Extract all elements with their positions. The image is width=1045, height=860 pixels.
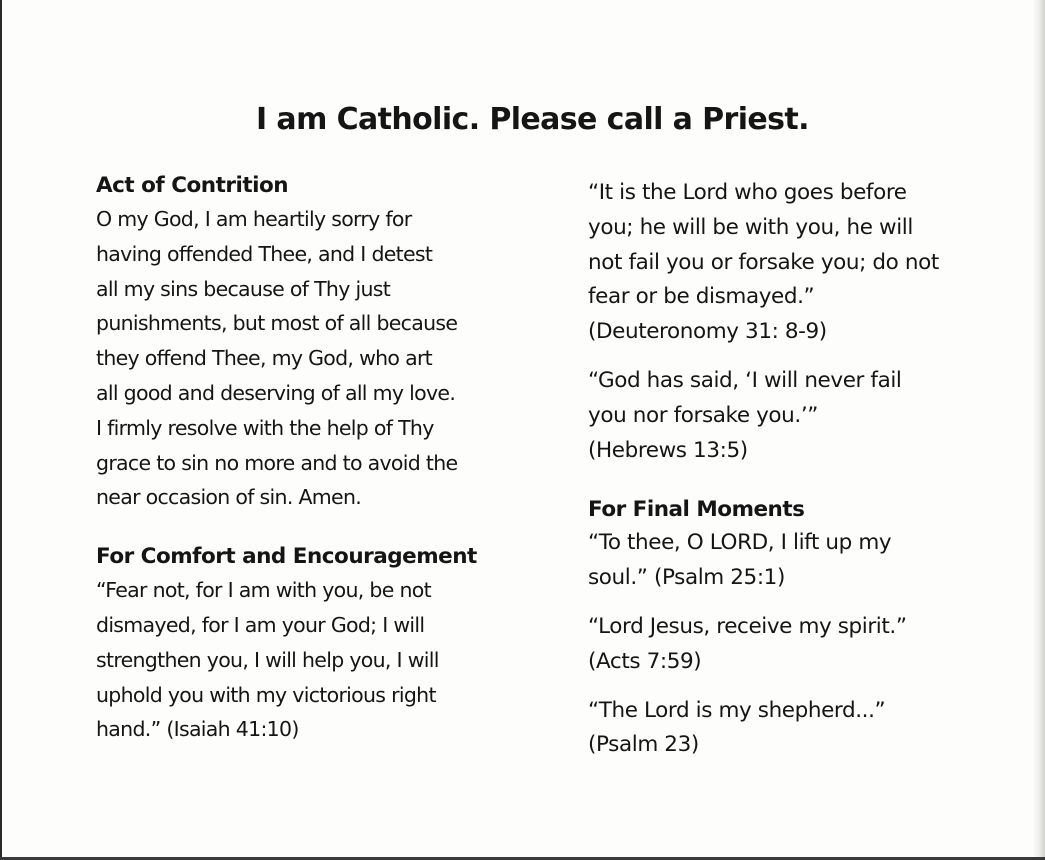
quote-line: “It is the Lord who goes before <box>588 180 907 205</box>
psalm-23-quote <box>588 694 1028 764</box>
prayer-line: I firmly resolve with the help of Thy <box>96 415 434 440</box>
quote-line: you; he will be with you, he will <box>588 214 913 240</box>
right-column <box>588 176 1028 763</box>
prayer-line: O my God, I am heartily sorry for <box>96 207 412 231</box>
quote-line: (Hebrews 13:5) <box>588 437 748 463</box>
quote-line: (Psalm 23) <box>588 732 699 758</box>
quote-line: “Lord Jesus, receive my spirit.” <box>588 613 907 639</box>
final-moments-heading: For Final Moments <box>588 497 805 523</box>
acts-quote <box>588 610 1028 680</box>
quote-line: dismayed, for I am your God; I will <box>96 612 425 637</box>
act-of-contrition-section <box>96 170 536 515</box>
quote-line: fear or be dismayed.” <box>588 284 815 310</box>
quote-line: uphold you with my victorious right <box>96 682 436 707</box>
psalm-25-quote <box>588 526 1028 596</box>
quote-line: (Deuteronomy 31: 8-9) <box>588 319 827 345</box>
deuteronomy-quote <box>588 176 1028 350</box>
quote-line: “To thee, O LORD, I lift up my <box>588 530 892 556</box>
quote-line: “The Lord is my shepherd...” <box>588 697 886 723</box>
comfort-section <box>96 541 536 747</box>
hebrews-quote <box>588 364 1028 468</box>
comfort-heading: For Comfort and Encouragement <box>96 544 477 570</box>
final-moments-section <box>588 494 1028 763</box>
left-column <box>96 170 536 747</box>
prayer-line: they offend Thee, my God, who art <box>96 346 433 371</box>
quote-line: “Fear not, for I am with you, be not <box>96 578 431 603</box>
prayer-line: near occasion of sin. Amen. <box>96 485 362 510</box>
quote-line: hand.” (Isaiah 41:10) <box>96 717 299 742</box>
quote-line: soul.” (Psalm 25:1) <box>588 565 785 591</box>
quote-line: (Acts 7:59) <box>588 648 702 674</box>
quote-line: strengthen you, I will help you, I will <box>96 647 439 672</box>
quote-line: you nor forsake you.’” <box>588 402 818 428</box>
prayer-line: all my sins because of Thy just <box>96 276 391 301</box>
prayer-line: having offended Thee, and I detest <box>96 241 433 266</box>
prayer-line: all good and deserving of all my love. <box>96 380 456 405</box>
isaiah-quote <box>96 573 536 747</box>
act-of-contrition-prayer <box>96 202 536 515</box>
page-title: I am Catholic. Please call a Priest. <box>256 102 809 137</box>
quote-line: not fail you or forsake you; do not <box>588 249 939 275</box>
act-of-contrition-heading: Act of Contrition <box>96 173 289 198</box>
prayer-line: punishments, but most of all because <box>96 311 458 336</box>
prayer-line: grace to sin no more and to avoid the <box>96 450 458 475</box>
quote-line: “God has said, ‘I will never fail <box>588 367 902 393</box>
